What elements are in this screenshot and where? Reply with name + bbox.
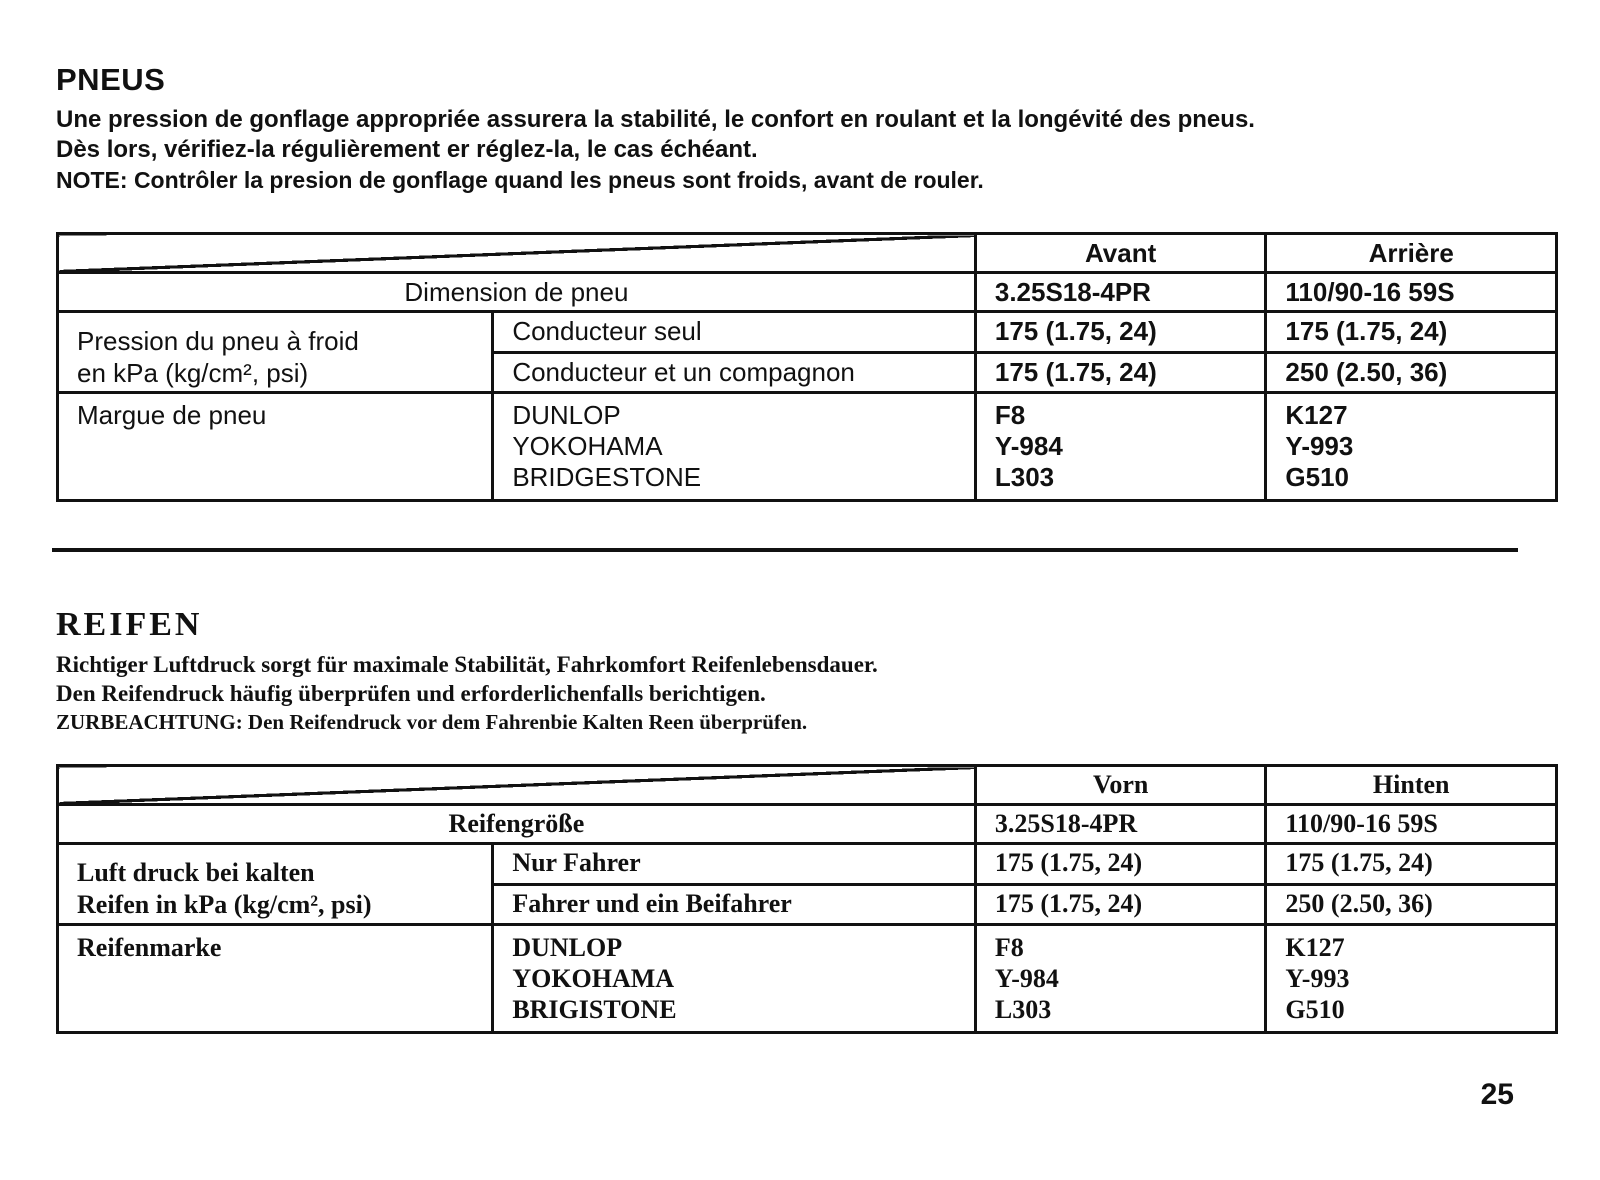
brand-row bbox=[58, 393, 1557, 501]
intro-line-2: Dès lors, vérifiez-la régulièrement er réglez-la, le cas échéant. bbox=[56, 136, 758, 163]
brand-label: Margue de pneu bbox=[58, 393, 493, 501]
model-name: Y-984 bbox=[994, 431, 1063, 461]
intro-paragraph bbox=[56, 650, 1556, 737]
brand-front-models bbox=[975, 925, 1266, 1033]
brand-name: BRIDGESTONE bbox=[512, 462, 702, 492]
note-line: NOTE: Contrôler la presion de gonflage quand les pneus sont froids, avant de rouler. bbox=[56, 167, 984, 193]
pressure-label-line-1: Luft druck bei kalten bbox=[77, 858, 315, 887]
diagonal-corner-cell bbox=[58, 234, 976, 273]
page-number: 25 bbox=[1480, 1078, 1514, 1111]
size-label: Dimension de pneu bbox=[58, 273, 976, 312]
rider-passenger-rear: 250 (2.50, 36) bbox=[1266, 884, 1557, 925]
header-row bbox=[58, 766, 1557, 805]
model-name: K127 bbox=[1285, 933, 1345, 962]
size-front: 3.25S18-4PR bbox=[975, 805, 1266, 844]
pressure-row-rider bbox=[58, 312, 1557, 353]
intro-line-2: Den Reifendruck häufig überprüfen und erforderlichenfalls berichtigen. bbox=[56, 681, 766, 706]
model-name: Y-984 bbox=[994, 964, 1059, 993]
brand-name: YOKOHAMA bbox=[512, 964, 675, 993]
brand-row bbox=[58, 925, 1557, 1033]
brand-front-models bbox=[975, 393, 1266, 501]
rider-passenger-label: Fahrer und ein Beifahrer bbox=[493, 884, 976, 925]
note-line: ZURBEACHTUNG: Den Reifendruck vor dem Fahrenbie Kalten Reen überprüfen. bbox=[56, 710, 808, 734]
size-front: 3.25S18-4PR bbox=[975, 273, 1266, 312]
intro-paragraph bbox=[56, 105, 1556, 195]
model-name: Y-993 bbox=[1285, 964, 1350, 993]
pressure-label bbox=[58, 844, 493, 925]
brand-name: DUNLOP bbox=[512, 400, 621, 430]
rider-only-front: 175 (1.75, 24) bbox=[975, 312, 1266, 353]
model-name: F8 bbox=[994, 400, 1026, 430]
brand-list bbox=[493, 393, 976, 501]
size-label: Reifengröße bbox=[58, 805, 976, 844]
rider-only-label: Conducteur seul bbox=[493, 312, 976, 353]
intro-line-1: Richtiger Luftdruck sorgt für maximale Stabilität, Fahrkomfort Reifenlebensdauer. bbox=[56, 652, 878, 677]
model-name: Y-993 bbox=[1285, 431, 1354, 461]
rider-passenger-front: 175 (1.75, 24) bbox=[975, 352, 1266, 393]
section-title: REIFEN bbox=[56, 606, 203, 643]
pressure-label-line-2: en kPa (kg/cm², psi) bbox=[77, 358, 309, 388]
pressure-label-line-2: Reifen in kPa (kg/cm², psi) bbox=[77, 890, 372, 919]
header-row bbox=[58, 234, 1557, 273]
diagonal-corner-cell bbox=[58, 766, 976, 805]
size-rear: 110/90-16 59S bbox=[1266, 273, 1557, 312]
rider-only-front: 175 (1.75, 24) bbox=[975, 844, 1266, 885]
brand-rear-models bbox=[1266, 925, 1557, 1033]
size-row bbox=[58, 273, 1557, 312]
section-divider bbox=[52, 548, 1518, 552]
rider-only-label: Nur Fahrer bbox=[493, 844, 976, 885]
pressure-label bbox=[58, 312, 493, 393]
model-name: F8 bbox=[994, 933, 1024, 962]
model-name: G510 bbox=[1285, 462, 1350, 492]
model-name: L303 bbox=[994, 462, 1055, 492]
brand-list bbox=[493, 925, 976, 1033]
brand-name: YOKOHAMA bbox=[512, 431, 663, 461]
rear-header: Arrière bbox=[1266, 234, 1557, 273]
size-rear: 110/90-16 59S bbox=[1266, 805, 1557, 844]
pressure-label-line-1: Pression du pneu à froid bbox=[77, 326, 359, 356]
tire-spec-table bbox=[56, 764, 1558, 1034]
rider-only-rear: 175 (1.75, 24) bbox=[1266, 844, 1557, 885]
brand-label: Reifenmarke bbox=[58, 925, 493, 1033]
brand-rear-models bbox=[1266, 393, 1557, 501]
intro-line-1: Une pression de gonflage appropriée assurera la stabilité, le confort en roulant et la longévité des pneus. bbox=[56, 106, 1255, 133]
pressure-row-rider bbox=[58, 844, 1557, 885]
model-name: L303 bbox=[994, 995, 1052, 1024]
tire-spec-table bbox=[56, 232, 1558, 502]
rider-passenger-label: Conducteur et un compagnon bbox=[493, 352, 976, 393]
model-name: K127 bbox=[1285, 400, 1348, 430]
rider-only-rear: 175 (1.75, 24) bbox=[1266, 312, 1557, 353]
section-title: PNEUS bbox=[56, 62, 166, 97]
model-name: G510 bbox=[1285, 995, 1345, 1024]
rear-header: Hinten bbox=[1266, 766, 1557, 805]
size-row bbox=[58, 805, 1557, 844]
rider-passenger-rear: 250 (2.50, 36) bbox=[1266, 352, 1557, 393]
front-header: Vorn bbox=[975, 766, 1266, 805]
rider-passenger-front: 175 (1.75, 24) bbox=[975, 884, 1266, 925]
brand-name: BRIGISTONE bbox=[512, 995, 677, 1024]
brand-name: DUNLOP bbox=[512, 933, 623, 962]
front-header: Avant bbox=[975, 234, 1266, 273]
french-section bbox=[56, 62, 1556, 492]
german-section bbox=[56, 606, 1556, 1024]
